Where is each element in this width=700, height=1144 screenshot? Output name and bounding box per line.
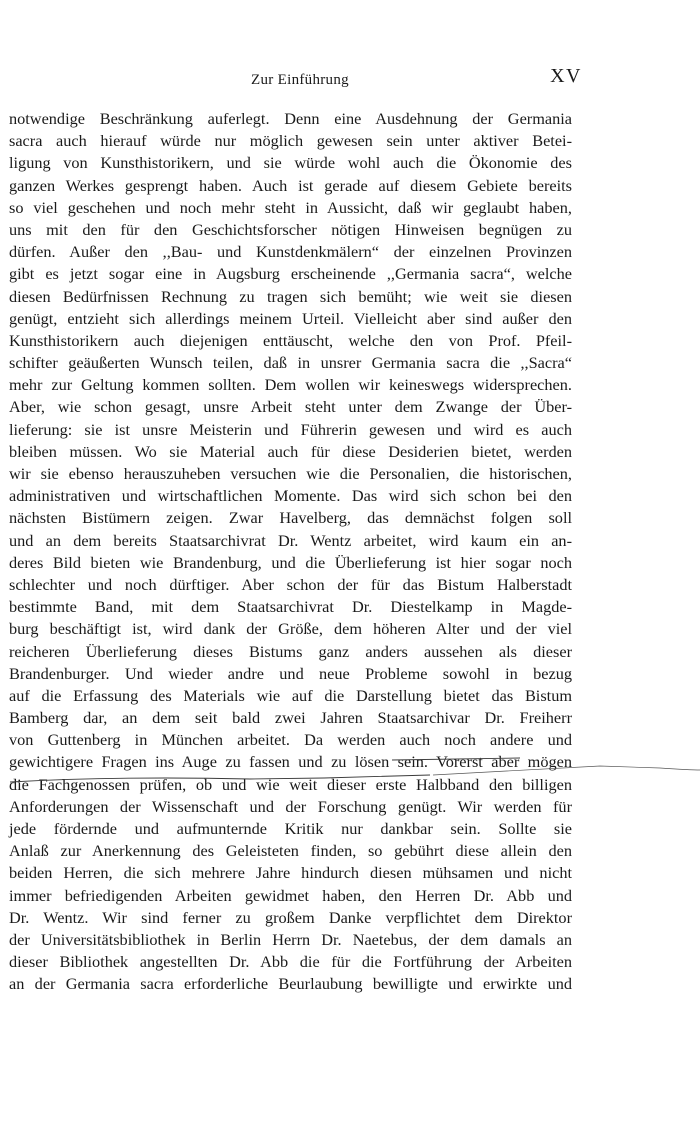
text-line: auf die Erfassung des Materials wie auf die Darstellung bietet das Bistum	[9, 685, 572, 705]
text-line: nächsten Bistümern zeigen. Zwar Havelberg, das demnächst folgen soll	[9, 508, 572, 528]
text-line: Kunsthistorikern auch diejenigen enttäuscht, welche den von Prof. Pfeil-	[9, 330, 572, 350]
text-line: und an dem bereits Staatsarchivrat Dr. Wentz arbeitet, wird kaum ein an-	[9, 530, 572, 550]
text-line: sacra auch hierauf würde nur möglich gewesen sein unter aktiver Betei-	[9, 131, 572, 151]
text-line: gibt es jetzt sogar eine in Augsburg erscheinende ,,Germania sacra“, welche	[9, 264, 572, 284]
text-line: notwendige Beschränkung auferlegt. Denn eine Ausdehnung der Germania	[9, 109, 572, 128]
text-line: ligung von Kunsthistorikern, und sie würde wohl auch die Ökonomie des	[9, 153, 572, 173]
text-line: von Guttenberg in München arbeitet. Da werden auch noch andere und	[9, 730, 572, 750]
text-line: die Fachgenossen prüfen, ob und wie weit dieser erste Halbband den billigen	[9, 774, 572, 794]
text-line: burg beschäftigt ist, wird dank der Größe, dem höheren Alter und der viel	[9, 619, 572, 639]
text-line: wir sie ebenso herauszuheben versuchen wie die Personalien, die historischen,	[9, 464, 572, 483]
text-line: mehr zur Geltung kommen sollten. Dem wollen wir keineswegs widersprechen.	[9, 375, 572, 395]
text-line: an der Germania sacra erforderliche Beurlaubung bewilligte und erwirkte und	[9, 974, 572, 994]
text-line: schifter geäußerten Wunsch teilen, daß in unsrer Germania sacra die ,,Sacra“	[9, 353, 572, 373]
text-line: bestimmte Band, mit dem Staatsarchivrat Dr. Diestelkamp in Magde-	[9, 597, 572, 617]
text-line: der Universitätsbibliothek in Berlin Herrn Dr. Naetebus, der dem damals an	[9, 929, 572, 949]
text-line: reicheren Überlieferung dieses Bistums ganz anders aussehen als dieser	[9, 641, 572, 661]
text-line: immer befriedigenden Arbeiten gewidmet haben, den Herren Dr. Abb und	[9, 885, 572, 905]
text-line: schlechter und noch dürftiger. Aber schon der für das Bistum Halberstadt	[9, 574, 572, 594]
running-head	[0, 64, 700, 92]
body-text	[9, 108, 572, 996]
text-line: uns mit den für den Geschichtsforscher nötigen Hinweisen begnügen zu	[9, 219, 572, 239]
running-title: Zur Einführung	[251, 72, 349, 88]
text-line: diesen Bedürfnissen Rechnung zu tragen sich bemüht; wie weit sie diesen	[9, 286, 572, 306]
text-line: jede fördernde und aufmunternde Kritik nur dankbar sein. Sollte sie	[9, 819, 572, 838]
text-line: Anlaß zur Anerkennung des Geleisteten finden, so gebührt diese allein den	[9, 841, 572, 861]
text-line: Dr. Wentz. Wir sind ferner zu großem Danke verpflichtet dem Direktor	[9, 907, 572, 927]
text-line: dürfen. Außer den ,,Bau- und Kunstdenkmälern“ der einzelnen Provinzen	[9, 242, 572, 262]
text-line: dieser Bibliothek angestellten Dr. Abb die für die Fortführung der Arbeiten	[9, 952, 572, 972]
text-line: Bamberg dar, an dem seit bald zwei Jahren Staatsarchivar Dr. Freiherr	[9, 708, 572, 728]
text-line: lieferung: sie ist unsre Meisterin und Führerin gewesen und wird es auch	[9, 419, 572, 439]
text-line: Brandenburger. Und wieder andre und neue Probleme sowohl in bezug	[9, 663, 572, 683]
text-line: gewichtigere Fragen ins Auge zu fassen und zu lösen sein. Vorerst aber mögen	[9, 752, 572, 772]
text-line: genügt, entzieht sich allerdings meinem Urteil. Vielleicht aber sind außer den	[9, 308, 572, 328]
text-line: ganzen Werkes gesprengt haben. Auch ist gerade auf diesem Gebiete bereits	[9, 175, 572, 195]
text-line: Anforderungen der Wissenschaft und der Forschung genügt. Wir werden für	[9, 796, 572, 816]
text-line: bleiben müssen. Wo sie Material auch für diese Desiderien bietet, werden	[9, 441, 572, 461]
text-line: Aber, wie schon gesagt, unsre Arbeit steht unter dem Zwange der Über-	[9, 397, 572, 417]
text-line: administrativen und wirtschaftlichen Momente. Das wird sich schon bei den	[9, 486, 572, 506]
text-line: beiden Herren, die sich mehrere Jahre hindurch diesen mühsamen und nicht	[9, 863, 572, 883]
text-line: so viel geschehen und noch mehr steht in Aussicht, daß wir geglaubt haben,	[9, 197, 572, 217]
text-line: deres Bild bieten wie Brandenburg, und die Überlieferung ist hier sogar noch	[9, 552, 572, 572]
page-number: XV	[550, 65, 582, 87]
